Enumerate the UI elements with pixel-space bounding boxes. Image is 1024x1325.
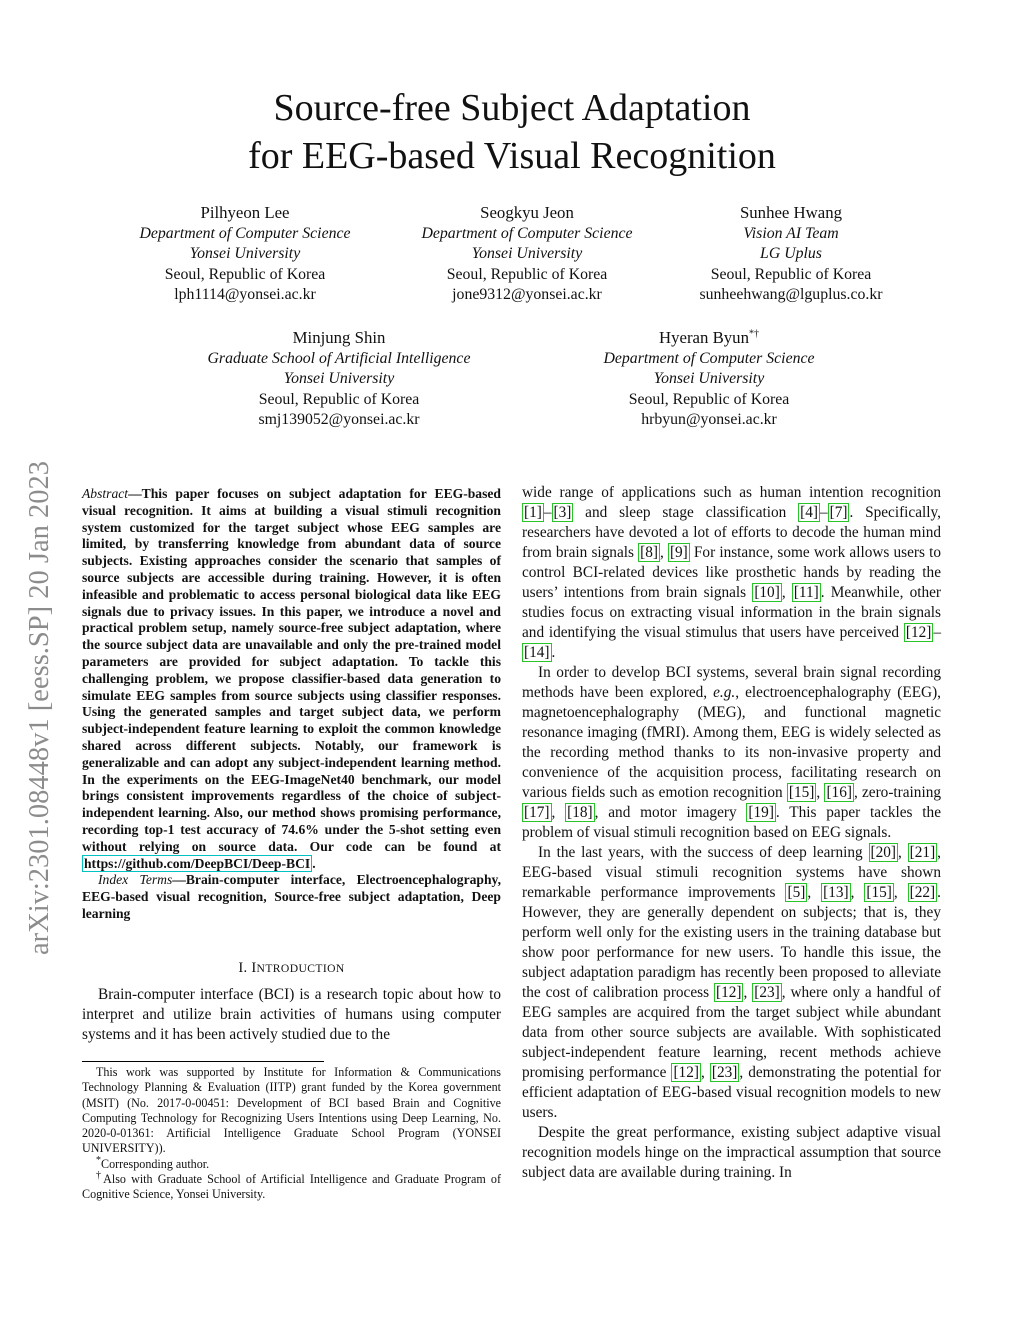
author-location: Seoul, Republic of Korea	[164, 265, 326, 283]
author-email: smj139052@yonsei.ac.kr	[258, 411, 420, 429]
body-paragraph: In the last years, with the success of deep learning [20] , [21] , EEG-based visual stimuli recognition systems have shown remarkable performance improvements [5] , [13] , [15] , [22] . However, they are generally dependent on subjects; that is, they perform well only for the existing users in the training database but show poor performance for new users. To handle this issue, the subject adaptation paradigm has recently been proposed to alleviate the cost of calibration process [12] , [23] , where only a handful of EEG samples are acquired from the target subject while abundant data from other source subjects are available. With sophisticated subject-independent feature learning, recent methods achieve promising performance [12] , [23] , demonstrating the potential for efficient adaptation of EEG-based visual recognition models to new users.	[522, 844, 941, 1121]
citation-link[interactable]: [12]	[673, 1064, 699, 1081]
citation-link[interactable]: [22]	[909, 884, 936, 901]
footnote-rule	[82, 1061, 324, 1062]
arxiv-stamp: arXiv:2301.08448v1 [eess.SP] 20 Jan 2023	[24, 461, 55, 955]
author-dept: Vision AI Team	[743, 224, 839, 242]
section-heading: I. INTRODUCTION	[238, 960, 345, 976]
author-name: Seogkyu Jeon	[480, 203, 574, 222]
author-name: Pilhyeon Lee	[200, 203, 290, 222]
title-line-1: Source-free Subject Adaptation	[273, 87, 751, 129]
author-name: Hyeran Byun*†	[659, 328, 759, 347]
author-location: Seoul, Republic of Korea	[710, 265, 872, 283]
citation-link[interactable]: [12]	[905, 624, 932, 641]
author-name: Minjung Shin	[292, 328, 386, 347]
footnotes	[82, 1065, 501, 1203]
author-dept: Graduate School of Artificial Intelligence	[207, 349, 471, 367]
index-terms: Index Terms—Brain-computer interface, Electroencephalography, EEG-based visual recognition, Source-free subject adaptation, Deep learning	[82, 872, 501, 921]
citation-link[interactable]: [19]	[748, 804, 774, 821]
author-dept: Department of Computer Science	[603, 349, 815, 367]
author-email: sunheehwang@lguplus.co.kr	[699, 286, 883, 304]
author-location: Seoul, Republic of Korea	[446, 265, 608, 283]
citation-link[interactable]: [13]	[823, 884, 849, 901]
funding-footnote: This work was supported by Institute for Information & Communications Technology Planning & Evaluation (IITP) grant funded by the Korea government (MSIT) (No. 2017-0-00451: Development of BCI based Brain and Cognitive Computing Technology for Recognizing Users Intentions using Deep Learning, No. 2020-0-01361: Artificial Intelligence Graduate School Program (YONSEI UNIVERSITY)).	[82, 1065, 501, 1156]
citation-link[interactable]: [3]	[553, 504, 572, 521]
citation-link[interactable]: [10]	[754, 584, 780, 601]
citation-link[interactable]: [4]	[800, 504, 818, 521]
author-block	[661, 203, 921, 306]
citation-link[interactable]: [23]	[711, 1064, 738, 1081]
author-block	[179, 328, 499, 431]
author-block	[105, 203, 385, 306]
author-name: Sunhee Hwang	[739, 203, 843, 222]
title-line-2: for EEG-based Visual Recognition	[248, 135, 776, 177]
affiliation-footnote: †Also with Graduate School of Artificial Intelligence and Graduate Program of Cognitive Science, Yonsei University.	[82, 1170, 501, 1202]
citation-link[interactable]: [12]	[715, 984, 742, 1001]
citation-link[interactable]: [21]	[909, 844, 936, 861]
citation-link[interactable]: [15]	[866, 884, 892, 901]
author-location: Seoul, Republic of Korea	[628, 390, 790, 408]
body-paragraph: Despite the great performance, existing subject adaptive visual recognition models hinge on the impractical assumption that source subject data are available during training. In	[522, 1124, 941, 1181]
author-dept: Department of Computer Science	[139, 224, 351, 242]
citation-link[interactable]: [1]	[524, 504, 542, 521]
author-email: jone9312@yonsei.ac.kr	[452, 286, 602, 304]
citation-link[interactable]: [17]	[524, 804, 550, 821]
citation-link[interactable]: [7]	[829, 504, 848, 521]
abstract-paragraph: Abstract—This paper focuses on subject adaptation for EEG-based visual recognition. It aims at building a visual stimuli recognition system customized for the target subject whose EEG samples are limited, by transferring knowledge from abundant data of source subjects. Existing approaches consider the scenario that samples of source subjects are accessible during training. However, it is often infeasible and problematic to access personal biological data like EEG signals due to privacy issues. In this paper, we introduce a novel and practical problem setup, namely source-free subject adaptation, where the source subject data are unavailable and only the pre-trained model parameters are provided for subject adaptation. To tackle this challenging problem, we propose classifier-based data generation to simulate EEG samples from source subjects using classifier responses. Using the generated samples and target subject data, we perform subject-independent feature learning to exploit the common knowledge shared across different subjects. Notably, our framework is generalizable and can adopt any subject-independent learning method. In the experiments on the EEG-ImageNet40 benchmark, our model brings consistent improvements regardless of the choice of subject-independent learning. Also, our method shows promising performance, recording top-1 test accuracy of 74.6% under the 5-shot setting even without relying on source data. Our code can be found at https://github.com/DeepBCI/Deep-BCI .	[82, 486, 501, 871]
code-link[interactable]: https://github.com/DeepBCI/Deep-BCI	[84, 855, 311, 871]
author-org: Yonsei University	[283, 370, 395, 388]
paper-title	[0, 84, 1024, 180]
author-org: Yonsei University	[471, 245, 583, 263]
citation-link[interactable]: [18]	[567, 804, 593, 821]
author-org: Yonsei University	[653, 370, 765, 388]
author-marks: *†	[748, 328, 759, 340]
author-location: Seoul, Republic of Korea	[258, 390, 420, 408]
citation-link[interactable]: [9]	[669, 544, 688, 561]
author-org: Yonsei University	[189, 245, 301, 263]
abstract	[82, 486, 501, 923]
index-terms-label: Index Terms	[98, 872, 173, 888]
citation-link[interactable]: [11]	[793, 584, 819, 601]
author-block	[569, 328, 849, 431]
citation-link[interactable]: [16]	[826, 784, 852, 801]
citation-link[interactable]: [5]	[787, 884, 806, 901]
citation-link[interactable]: [14]	[524, 644, 550, 661]
citation-link[interactable]: [8]	[640, 544, 658, 561]
body-paragraph: wide range of applications such as human intention recognition [1] – [3] and sleep stage classification [4] – [7] . Specifically, researchers have devoted a lot of efforts to decode the human mind from brain signals [8] , [9] For instance, some work allows users to control BCI-related devices like prosthetic hands by reading the users’ intentions from brain signals [10] , [11] . Meanwhile, other studies focus on extracting visual information in the brain signals and identifying the visual stimulus that users have perceived [12] –[14] .	[522, 484, 942, 661]
author-email: lph1114@yonsei.ac.kr	[174, 286, 316, 304]
body-paragraph: In order to develop BCI systems, several brain signal recording methods have been explored, e.g., electroencephalography (EEG), magnetoencephalography (MEG), and functional magnetic resonance imaging (fMRI). Among them, EEG is widely selected as the recording method thanks to its non-invasive property and convenience of the acquisition process, facilitating research on various fields such as emotion recognition [15] , [16] , zero-training [17] , [18] , and motor imagery [19] . This paper tackles the problem of visual stimuli recognition based on EEG signals.	[522, 664, 941, 841]
citation-link[interactable]: [20]	[870, 844, 897, 861]
abstract-label: Abstract	[82, 486, 129, 501]
citation-link[interactable]: [15]	[788, 784, 815, 801]
intro-paragraph: Brain-computer interface (BCI) is a research topic about how to interpret and utilize brain activities of humans using computer systems and it has been actively studied due to the	[82, 986, 501, 1043]
author-block	[387, 203, 667, 306]
citation-link[interactable]: [23]	[754, 984, 780, 1001]
right-column	[522, 483, 941, 1183]
author-email: hrbyun@yonsei.ac.kr	[641, 411, 777, 429]
author-org: LG Uplus	[760, 245, 822, 263]
corresponding-footnote: *Corresponding author.	[96, 1154, 210, 1171]
author-dept: Department of Computer Science	[421, 224, 633, 242]
